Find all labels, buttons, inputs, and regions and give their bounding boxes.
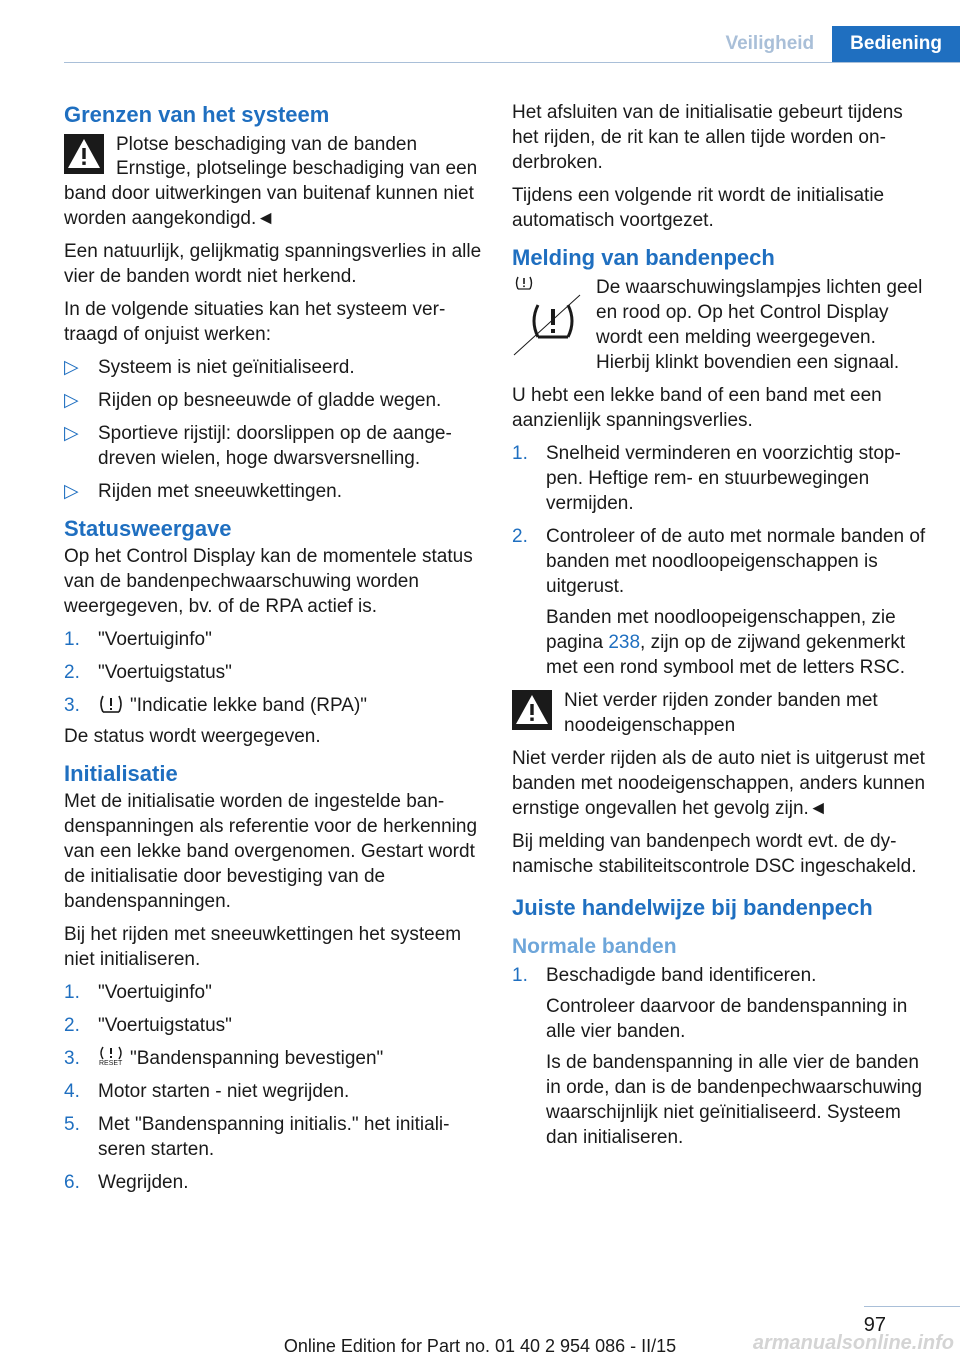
- right-column: [512, 100, 930, 1158]
- list-item: 1. Beschadigde band identificeren. Controleer daarvoor de bandenspanning in alle vier banden. Is de bandenspanning in alle vier de banden in orde, dan is de bandenpechwaarschuwing waarschijnlijk niet geïnitialiseerd. Systeem dan initialiseren.: [512, 963, 930, 1150]
- list-item: 2. "Voertuigstatus": [64, 1015, 232, 1036]
- paragraph-lekke-band: U hebt een lekke band of een band met een aanzienlijk spanningsverlies.: [512, 385, 882, 431]
- paragraph-status-after: De status wordt weergegeven.: [64, 726, 321, 747]
- list-item: ▷ Rijden op besneeuwde of gladde wegen.: [64, 390, 442, 411]
- paragraph-status: Op het Control Display kan de momentele status van de bandenpechwaarschuwing worden weergegeven, bv. of de RPA actief is.: [64, 546, 473, 617]
- bullet-marker: ▷: [64, 357, 79, 378]
- warning-1-title: Plotse beschadiging van de banden: [116, 134, 418, 155]
- heading-melding: Melding van bandenpech: [512, 245, 775, 270]
- warning-triangle-icon: [512, 690, 552, 730]
- list-item: 1. "Voertuiginfo": [64, 629, 212, 650]
- list-item: 3. "Indicatie lekke band (RPA)": [64, 695, 368, 716]
- status-steps: [64, 627, 482, 718]
- step-text: "Bandenspanning bevestigen": [130, 1048, 384, 1069]
- header-rule: [64, 62, 960, 63]
- step-note-1: Controleer daarvoor de bandenspanning in alle vier banden.: [546, 996, 908, 1042]
- situations-list: [64, 355, 482, 504]
- list-item: ▷ Sportieve rijstijl: doorslippen op de aangedreven wielen, hoge dwarsversnelling.: [64, 423, 452, 469]
- tab-bediening[interactable]: Bediening: [832, 26, 960, 62]
- list-item: 2. "Voertuigstatus": [64, 662, 232, 683]
- normal-steps: [512, 963, 930, 1150]
- list-item: 1. Snelheid verminderen en voorzichtig stoppen. Heftige rem- en stuurbewegingen vermijden.: [512, 443, 901, 514]
- heading-statusweergave: Statusweergave: [64, 516, 232, 541]
- section-tabs: [707, 26, 960, 62]
- heading-juiste-handelwijze: Juiste handelwijze bij bandenpech: [512, 895, 873, 920]
- list-item: ▷ Rijden met sneeuwkettingen.: [64, 481, 342, 502]
- paragraph-init-end: Het afsluiten van de initialisatie gebeurt tijdens het rijden, de rit kan te allen tijde worden onderbroken.: [512, 102, 903, 173]
- bullet-marker: ▷: [64, 423, 79, 444]
- list-item: 3. RESET "Bandenspanning bevestigen": [64, 1048, 384, 1069]
- list-item: 2. Controleer of de auto met normale banden of banden met noodloopeigenschappen is uitgerust. Banden met noodloopeigenschappen, zie pagina 238, zijn op de zijwand gekenmerkt met een rond symbool met de letters RSC.: [512, 524, 930, 680]
- heading-normale-banden: Normale banden: [512, 935, 677, 958]
- tab-veiligheid[interactable]: Veiligheid: [707, 26, 832, 62]
- warning-triangle-icon: [64, 134, 104, 174]
- heading-initialisatie: Initialisatie: [64, 761, 178, 786]
- warning-block-2: [512, 688, 930, 738]
- paragraph-init-continue: Tijdens een volgende rit wordt de initialisatie automatisch voortgezet.: [512, 185, 885, 231]
- warning-2-body: Niet verder rijden als de auto niet is uitgerust met banden met noodeigenschappen, anders kunnen ernstige ongevallen het gevolg zijn.◄: [512, 748, 926, 819]
- list-item: ▷ Systeem is niet geïnitialiseerd.: [64, 357, 355, 378]
- paragraph-natural-loss: Een natuurlijk, gelijkmatig spanningsverlies in alle vier de banden wordt niet herkend.: [64, 241, 482, 287]
- step-text: "Indicatie lekke band (RPA)": [130, 695, 368, 716]
- list-item: 6. Wegrijden.: [64, 1172, 189, 1193]
- paragraph-situations-intro: In de volgende situaties kan het systeem vertraagd of onjuist werken:: [64, 299, 446, 345]
- step-text: Controleer of de auto met normale banden of banden met noodloopeigenschappen is uitgerust.: [546, 526, 926, 597]
- list-item: 5. Met "Bandenspanning initialis." het initialiseren starten.: [64, 1114, 450, 1160]
- bullet-marker: ▷: [64, 481, 79, 502]
- paragraph-init-1: Met de initialisatie worden de ingestelde bandenspanningen als referentie voor de herkenning van een lekke band overgenomen. Gestart wordt de initialisatie door bevestiging van de bandenspanningen.: [64, 791, 478, 912]
- edition-footer: Online Edition for Part no. 01 40 2 954 086 - II/15: [283, 1336, 677, 1356]
- melding-block: [512, 275, 930, 375]
- reset-label: RESET: [99, 1060, 123, 1067]
- paragraph-init-2: Bij het rijden met sneeuwkettingen het systeem niet initialiseren.: [64, 924, 462, 970]
- left-column: [64, 100, 482, 1203]
- paragraph-dsc: Bij melding van bandenpech wordt evt. de dynamische stabiliteitscontrole DSC ingeschakeld.: [512, 831, 917, 877]
- warning-2-title: Niet verder rijden zonder banden met noodeigenschappen: [564, 690, 878, 736]
- page-number: 97: [863, 1314, 886, 1336]
- tire-pressure-warning-icon: [98, 693, 124, 715]
- warning-lamps-icon: [512, 275, 582, 361]
- bullet-marker: ▷: [64, 390, 79, 411]
- melding-text: De waarschuwingslampjes lichten geel en rood op. Op het Control Display wordt een melding weergegeven. Hierbij klinkt bovendien een signaal.: [596, 277, 923, 373]
- watermark: armanualsonline.info: [752, 1332, 954, 1354]
- step-note-2: Is de bandenspanning in alle vier de banden in orde, dan is de bandenpechwaarschuwing waarschijnlijk niet geïnitialiseerd. Systeem dan initialiseren.: [546, 1052, 923, 1148]
- melding-steps: [512, 441, 930, 680]
- list-item: 4. Motor starten - niet wegrijden.: [64, 1081, 350, 1102]
- list-item: 1. "Voertuiginfo": [64, 982, 212, 1003]
- init-steps: [64, 980, 482, 1195]
- heading-grenzen: Grenzen van het systeem: [64, 102, 330, 127]
- tire-reset-icon: [98, 1046, 124, 1068]
- page-link-238[interactable]: 238: [608, 632, 641, 653]
- warning-block-1: [64, 132, 482, 182]
- step-text: Beschadigde band identificeren.: [546, 965, 817, 986]
- step-2-note: Banden met noodloopeigenschappen, zie pagina 238, zijn op de zijwand gekenmerkt met een rond symbool met de letters RSC.: [546, 607, 906, 678]
- footer-rule: [864, 1306, 960, 1307]
- warning-1-body: Ernstige, plotselinge beschadiging van een band door uitwerkingen van buitenaf kunnen niet worden aangekondigd.◄: [64, 158, 478, 229]
